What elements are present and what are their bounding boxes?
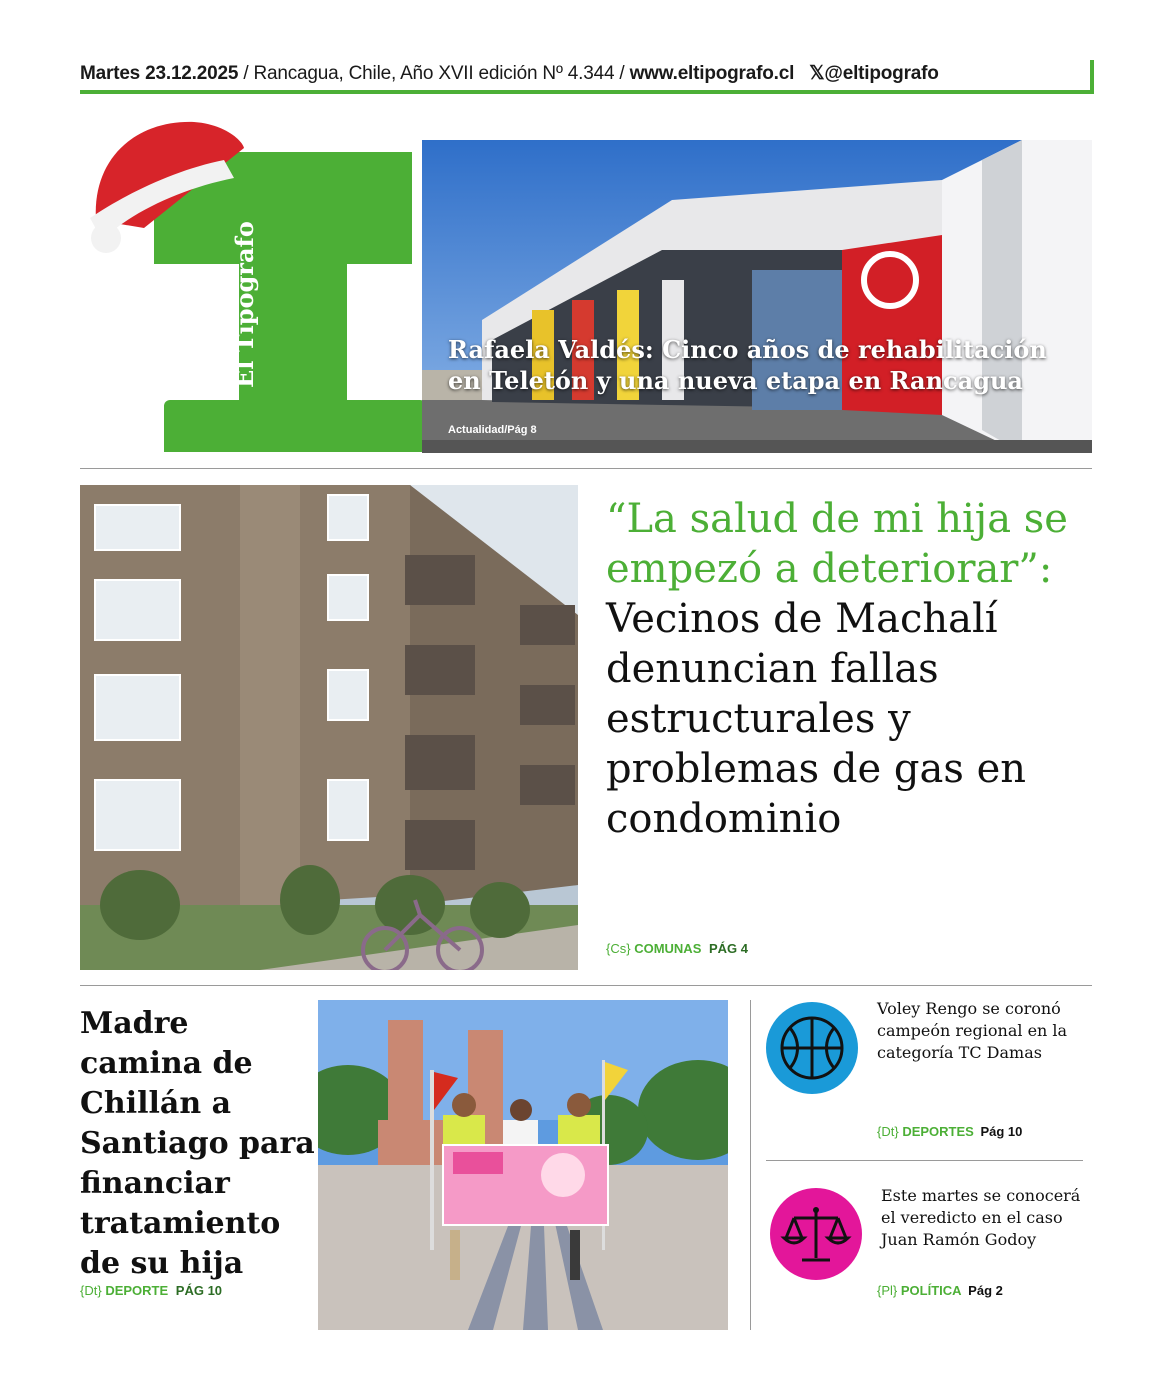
santa-hat-icon	[84, 100, 254, 260]
section-code: {Dt}	[80, 1283, 102, 1298]
issue-date: Martes 23.12.2025	[80, 63, 239, 84]
mother-story-tag[interactable]	[80, 1283, 222, 1298]
teleton-building-photo[interactable]	[422, 140, 1092, 453]
issue-place: / Rancagua, Chile, Año XVII edición Nº 4.344 /	[243, 63, 625, 84]
basketball-icon	[766, 1002, 858, 1094]
page-ref: PÁG 4	[709, 941, 749, 956]
divider	[80, 985, 1092, 986]
brief-volleyball-text[interactable]: Voley Rengo se coronó campeón regional en la categoría TC Damas	[877, 999, 1068, 1062]
website-link[interactable]: www.eltipografo.cl	[629, 63, 795, 84]
logo-t-foot	[164, 400, 426, 452]
section-name: POLÍTICA	[900, 1283, 962, 1298]
section-code: {Dt}	[877, 1124, 899, 1139]
main-story-title: Vecinos de Machalí denuncian fallas estructurales y problemas de gas en condominio	[606, 596, 1027, 842]
sports-badge	[766, 1002, 858, 1094]
newspaper-logo[interactable]	[84, 100, 414, 455]
main-story-quote: “La salud de mi hija se empezó a deteriorar”:	[606, 496, 1068, 592]
brief-verdict-tag[interactable]	[877, 1283, 1003, 1298]
main-story-headline[interactable]	[606, 494, 1086, 844]
section-name: COMUNAS	[634, 941, 702, 956]
section-code: {Pl}	[877, 1283, 898, 1298]
politics-badge	[770, 1188, 862, 1280]
x-logo-icon: 𝕏	[809, 63, 825, 84]
divider	[766, 1160, 1083, 1161]
mother-walk-photo[interactable]	[318, 1000, 728, 1330]
masthead-bar	[80, 60, 1094, 94]
mother-story-headline[interactable]: Madre camina de Chillán a Santiago para financiar tratamiento de su hija	[80, 1006, 315, 1281]
top-story-section[interactable]: Actualidad/Pág 8	[448, 424, 537, 436]
page-ref: Pág 2	[968, 1283, 1003, 1298]
top-story-headline[interactable]: Rafaela Valdés: Cinco años de rehabilitación en Teletón y una nueva etapa en Rancagua	[448, 335, 1047, 395]
scales-of-justice-icon	[770, 1188, 862, 1280]
page-ref: PÁG 10	[175, 1283, 223, 1298]
brief-verdict-text[interactable]: Este martes se conocerá el veredicto en el caso Juan Ramón Godoy	[881, 1186, 1081, 1249]
divider	[80, 468, 1092, 469]
section-name: DEPORTES	[902, 1124, 974, 1139]
section-name: DEPORTE	[105, 1283, 169, 1298]
condominium-photo[interactable]	[80, 485, 578, 970]
section-code: {Cs}	[606, 941, 631, 956]
logo-wordmark: El Tipógrafo	[230, 221, 259, 388]
column-divider	[750, 1000, 751, 1330]
social-handle[interactable]: @eltipografo	[824, 63, 939, 84]
main-story-tag[interactable]	[606, 941, 748, 956]
masthead-line	[80, 62, 939, 85]
page-ref: Pág 10	[980, 1124, 1023, 1139]
brief-volleyball-tag[interactable]	[877, 1124, 1022, 1139]
